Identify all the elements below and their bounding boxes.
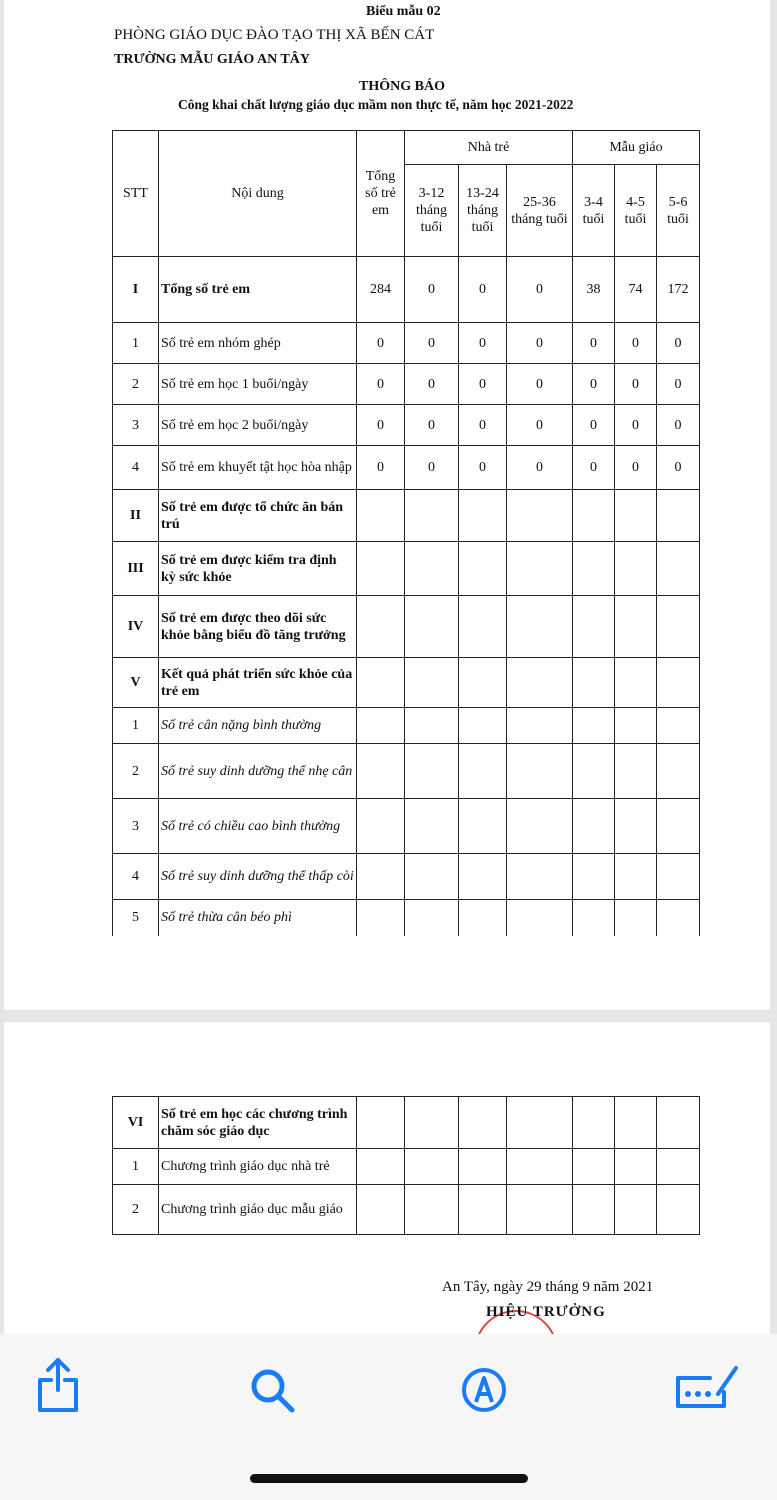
row-value	[405, 744, 459, 799]
row-value	[357, 708, 405, 744]
row-value	[405, 854, 459, 900]
row-value: 0	[573, 323, 615, 364]
table-row	[113, 405, 700, 446]
row-value	[459, 542, 507, 596]
row-stt: II	[113, 490, 159, 542]
header-total: Tổng số trẻ em	[357, 131, 405, 257]
share-icon[interactable]	[36, 1356, 80, 1417]
row-value: 74	[615, 257, 657, 323]
row-value	[657, 490, 700, 542]
row-stt: VI	[113, 1097, 159, 1149]
row-label: Số trẻ em nhóm ghép	[159, 323, 357, 364]
table-row	[113, 323, 700, 364]
row-value	[405, 900, 459, 936]
search-icon[interactable]	[250, 1368, 296, 1419]
department-name: PHÒNG GIÁO DỤC ĐÀO TẠO THỊ XÃ BẾN CÁT	[114, 27, 435, 43]
row-value	[573, 900, 615, 936]
row-value: 0	[507, 364, 573, 405]
header-age-group: 13-24 tháng tuổi	[459, 165, 507, 257]
row-stt: I	[113, 257, 159, 323]
row-value	[573, 708, 615, 744]
row-value	[357, 658, 405, 708]
row-value	[357, 1097, 405, 1149]
row-stt: III	[113, 542, 159, 596]
header-kindergarten: Mẫu giáo	[573, 131, 700, 165]
row-value: 0	[405, 323, 459, 364]
row-stt: 3	[113, 799, 159, 854]
row-label: Kết quả phát triển sức khỏe của trẻ em	[159, 658, 357, 708]
row-value	[657, 658, 700, 708]
row-value	[573, 1097, 615, 1149]
row-value	[615, 708, 657, 744]
table-row	[113, 744, 700, 799]
signer-title: HIỆU TRƯỞNG	[486, 1304, 606, 1320]
header-age-group: 4-5 tuổi	[615, 165, 657, 257]
document-page-1	[4, 0, 770, 1010]
table-row	[113, 542, 700, 596]
row-stt: 2	[113, 364, 159, 405]
row-label: Số trẻ cân nặng bình thường	[159, 708, 357, 744]
row-value	[615, 1149, 657, 1185]
row-value	[573, 1185, 615, 1235]
row-value	[507, 1185, 573, 1235]
row-value	[507, 854, 573, 900]
notice-subtitle: Công khai chất lượng giáo dục mầm non thực tế, năm học 2021-2022	[178, 97, 574, 112]
row-value: 0	[573, 405, 615, 446]
row-value	[459, 744, 507, 799]
row-label: Số trẻ em học các chương trình chăm sóc giáo dục	[159, 1097, 357, 1149]
row-value: 172	[657, 257, 700, 323]
row-value: 0	[657, 405, 700, 446]
row-stt: 2	[113, 744, 159, 799]
row-value: 0	[615, 323, 657, 364]
row-label: Số trẻ em học 2 buổi/ngày	[159, 405, 357, 446]
row-value	[507, 744, 573, 799]
row-label: Số trẻ em được kiểm tra định kỳ sức khỏe	[159, 542, 357, 596]
row-value	[459, 658, 507, 708]
row-value	[459, 708, 507, 744]
row-value	[507, 596, 573, 658]
row-label: Chương trình giáo dục nhà trẻ	[159, 1149, 357, 1185]
quality-table	[112, 130, 700, 936]
row-value	[405, 596, 459, 658]
row-value	[573, 744, 615, 799]
row-stt: 5	[113, 900, 159, 936]
row-value	[357, 799, 405, 854]
row-value	[657, 596, 700, 658]
row-value	[507, 1097, 573, 1149]
row-value	[615, 900, 657, 936]
row-value	[405, 490, 459, 542]
row-value: 0	[507, 257, 573, 323]
header-stt: STT	[113, 131, 159, 257]
header-age-group: 3-4 tuổi	[573, 165, 615, 257]
row-value	[573, 1149, 615, 1185]
row-stt: V	[113, 658, 159, 708]
table-row	[113, 1149, 700, 1185]
row-value: 0	[405, 257, 459, 323]
document-page-2	[4, 1022, 770, 1342]
row-value	[573, 854, 615, 900]
row-value	[459, 1097, 507, 1149]
school-name: TRƯỜNG MẪU GIÁO AN TÂY	[114, 52, 311, 67]
row-value: 0	[459, 364, 507, 405]
row-value	[507, 900, 573, 936]
row-value	[615, 490, 657, 542]
row-value	[507, 708, 573, 744]
row-value	[357, 1149, 405, 1185]
row-value	[615, 1185, 657, 1235]
row-value	[405, 1097, 459, 1149]
row-value	[507, 658, 573, 708]
row-value	[405, 1185, 459, 1235]
row-value	[615, 596, 657, 658]
row-value	[405, 799, 459, 854]
table-row	[113, 257, 700, 323]
row-value	[573, 596, 615, 658]
row-value	[459, 1149, 507, 1185]
row-value	[357, 596, 405, 658]
table-row	[113, 490, 700, 542]
row-stt: 1	[113, 708, 159, 744]
row-value	[573, 542, 615, 596]
row-value: 0	[573, 364, 615, 405]
home-indicator[interactable]	[250, 1474, 528, 1483]
row-stt: 3	[113, 405, 159, 446]
table-row	[113, 446, 700, 490]
row-value: 0	[573, 446, 615, 490]
row-value: 0	[357, 323, 405, 364]
row-value	[657, 1097, 700, 1149]
quality-table-continued	[112, 1096, 700, 1235]
row-value	[405, 658, 459, 708]
row-value	[357, 854, 405, 900]
row-stt: 4	[113, 854, 159, 900]
row-value: 0	[615, 446, 657, 490]
row-value	[459, 854, 507, 900]
row-value	[615, 799, 657, 854]
row-value	[615, 744, 657, 799]
table-body	[113, 1097, 700, 1235]
edit-more-icon[interactable]	[672, 1364, 742, 1413]
header-content: Nội dung	[159, 131, 357, 257]
table-row	[113, 658, 700, 708]
markup-icon[interactable]	[460, 1366, 508, 1419]
row-value: 0	[615, 364, 657, 405]
row-value	[357, 744, 405, 799]
row-value: 0	[405, 405, 459, 446]
row-stt: 4	[113, 446, 159, 490]
row-stt: IV	[113, 596, 159, 658]
table-row	[113, 1097, 700, 1149]
row-value: 0	[459, 323, 507, 364]
row-value: 0	[507, 446, 573, 490]
row-value	[657, 900, 700, 936]
row-value	[615, 854, 657, 900]
row-value: 0	[507, 323, 573, 364]
row-value: 284	[357, 257, 405, 323]
row-label: Số trẻ suy dinh dưỡng thể nhẹ cân	[159, 744, 357, 799]
row-label: Số trẻ em khuyết tật học hòa nhập	[159, 446, 357, 490]
row-value	[405, 708, 459, 744]
row-stt: 2	[113, 1185, 159, 1235]
row-value: 0	[459, 405, 507, 446]
row-value	[573, 490, 615, 542]
row-value	[573, 799, 615, 854]
table-row	[113, 708, 700, 744]
table-row	[113, 900, 700, 936]
row-value	[657, 854, 700, 900]
row-value	[459, 1185, 507, 1235]
row-label: Số trẻ em được tổ chức ăn bán trú	[159, 490, 357, 542]
row-value	[657, 1149, 700, 1185]
row-value	[459, 799, 507, 854]
row-value	[657, 1185, 700, 1235]
row-value	[657, 799, 700, 854]
row-value	[657, 708, 700, 744]
row-value	[615, 658, 657, 708]
row-value	[405, 1149, 459, 1185]
row-value: 0	[657, 323, 700, 364]
notice-title: THÔNG BÁO	[359, 79, 445, 94]
form-number: Biểu mẫu 02	[366, 4, 441, 19]
table-body	[113, 257, 700, 936]
row-stt: 1	[113, 323, 159, 364]
row-label: Số trẻ có chiều cao bình thường	[159, 799, 357, 854]
row-value	[459, 490, 507, 542]
row-label: Tổng số trẻ em	[159, 257, 357, 323]
row-value: 0	[357, 364, 405, 405]
row-value: 0	[405, 364, 459, 405]
table-row	[113, 596, 700, 658]
table-row	[113, 854, 700, 900]
row-value	[615, 1097, 657, 1149]
row-value	[657, 542, 700, 596]
table-row	[113, 799, 700, 854]
row-label: Số trẻ suy dinh dưỡng thể thấp còi	[159, 854, 357, 900]
row-value	[357, 900, 405, 936]
table-row	[113, 1185, 700, 1235]
row-label: Số trẻ em học 1 buổi/ngày	[159, 364, 357, 405]
row-value	[507, 542, 573, 596]
row-value: 0	[657, 364, 700, 405]
row-value: 0	[459, 446, 507, 490]
row-value	[615, 542, 657, 596]
row-value: 0	[459, 257, 507, 323]
row-value: 0	[657, 446, 700, 490]
row-value: 0	[357, 446, 405, 490]
row-value: 0	[615, 405, 657, 446]
row-label: Số trẻ thừa cân béo phì	[159, 900, 357, 936]
header-age-group: 3-12 tháng tuổi	[405, 165, 459, 257]
row-label: Chương trình giáo dục mẫu giáo	[159, 1185, 357, 1235]
row-value	[459, 596, 507, 658]
row-value: 0	[405, 446, 459, 490]
row-value	[657, 744, 700, 799]
row-value	[459, 900, 507, 936]
row-stt: 1	[113, 1149, 159, 1185]
row-value	[357, 542, 405, 596]
header-nursery: Nhà trẻ	[405, 131, 573, 165]
row-value	[507, 799, 573, 854]
row-value	[507, 490, 573, 542]
row-label: Số trẻ em được theo dõi sức khỏe bằng biểu đồ tăng trưởng	[159, 596, 357, 658]
row-value: 38	[573, 257, 615, 323]
row-value	[357, 490, 405, 542]
row-value	[357, 1185, 405, 1235]
row-value: 0	[357, 405, 405, 446]
row-value	[507, 1149, 573, 1185]
date-line: An Tây, ngày 29 tháng 9 năm 2021	[442, 1279, 654, 1295]
header-age-group: 25-36 tháng tuổi	[507, 165, 573, 257]
table-row	[113, 364, 700, 405]
row-value: 0	[507, 405, 573, 446]
row-value	[573, 658, 615, 708]
row-value	[405, 542, 459, 596]
header-age-group: 5-6 tuổi	[657, 165, 700, 257]
